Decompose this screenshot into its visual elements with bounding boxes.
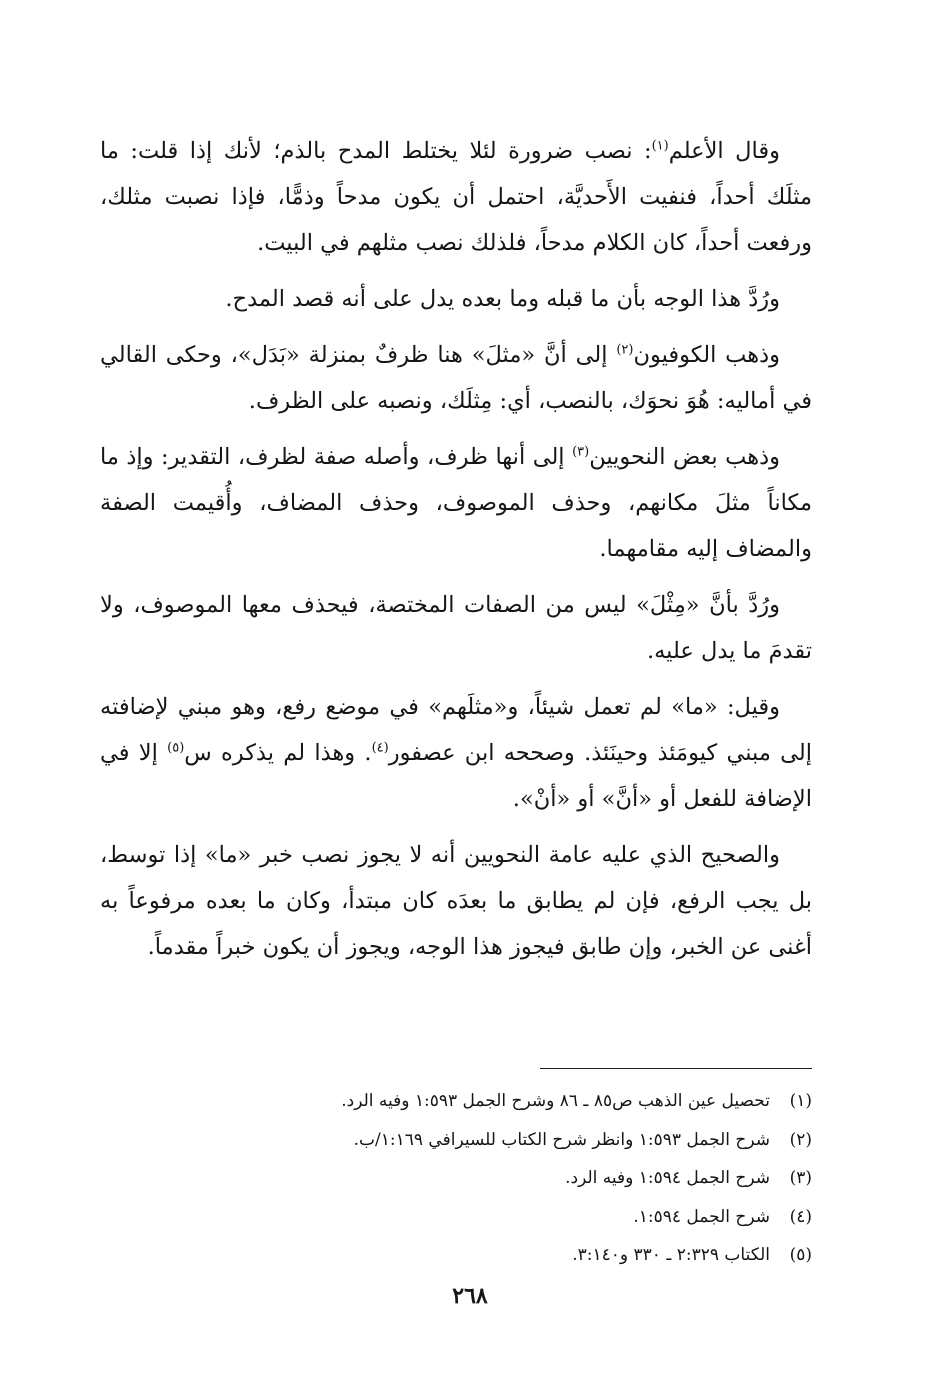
footnote-3: [300, 1159, 812, 1198]
page-number: ٢٦٨: [452, 1283, 488, 1309]
paragraph-text: وذهب بعض النحويين: [589, 444, 780, 470]
footnote-separator: [540, 1068, 812, 1069]
footnote-text: شرح الجمل ١:٥٩٤.: [633, 1206, 770, 1227]
footnote-text: شرح الجمل ١:٥٩٣ وانظر شرح الكتاب للسيرافي ١:١٦٩/ب.: [353, 1129, 770, 1150]
paragraph-2: [100, 276, 812, 322]
footnote-marker-4: (٤): [371, 740, 389, 756]
footnote-text: شرح الجمل ١:٥٩٤ وفيه الرد.: [565, 1168, 770, 1188]
paragraph-text: وقال الأعلم: [668, 138, 780, 164]
footnote-2: [300, 1121, 812, 1160]
paragraph-text: إلى أنها ظرف، وأصله صفة لظرف، التقدير: وإذ ما مكاناً مثلَ مكانهم، وحذف الموصوف، وحذف المضاف، وأُقيمت الصفة والمضاف إليه مقامهما.: [100, 444, 812, 562]
footnote-number: (٣): [789, 1168, 812, 1188]
footnote-number: (٢): [789, 1129, 812, 1150]
paragraph-text: إلا في الإضافة للفعل أو «أنَّ» أو «أنْ».: [100, 740, 812, 812]
paragraph-text: والصحيح الذي عليه عامة النحويين أنه لا يجوز نصب خبر «ما» إذا توسط، بل يجب الرفع، فإن لم يطابق ما بعدَه كان مبتدأ، وكان ما بعده مرفوعاً به أغنى عن الخبر، وإن طابق فيجوز هذا الوجه، ويجوز أن يكون خبراً مقدماً.: [100, 842, 812, 960]
paragraph-text: ورُدَّ هذا الوجه بأن ما قبله وما بعده يدل على أنه قصد المدح.: [225, 286, 780, 312]
footnote-5: [300, 1236, 812, 1275]
footnote-marker-2: (٢): [616, 342, 634, 358]
footnote-marker-3: (٣): [572, 444, 590, 460]
paragraph-text: ورُدَّ بأنَّ «مِثْلَ» ليس من الصفات المختصة، فيحذف معها الموصوف، ولا تقدمَ ما يدل عليه.: [100, 592, 812, 664]
footnote-number: (١): [789, 1091, 812, 1111]
paragraph-4: [100, 434, 812, 572]
footnote-text: الكتاب ٢:٣٢٩ ـ ٣٣٠ و٣:١٤٠.: [572, 1245, 770, 1265]
paragraph-text: إلى أنَّ «مثلَ» هنا ظرفٌ بمنزلة «بَدَل»، وحكى القالي في أماليه: هُوَ نحوَك، بالنصب، أي: مِثلَك، ونصبه على الظرف.: [100, 342, 812, 414]
footnote-marker-1: (١): [651, 138, 669, 154]
paragraph-text: وذهب الكوفيون: [633, 342, 781, 368]
paragraph-3: [100, 332, 812, 424]
paragraph-text: وقيل: «ما» لم تعمل شيئاً، و«مثلَهم» في موضع رفع، وهو مبني لإضافته إلى مبني كيومَئذ وحينَئذ. وصححه ابن عصفور: [100, 694, 812, 766]
footnotes: [300, 1082, 812, 1275]
footnote-number: (٥): [789, 1245, 812, 1265]
paragraph-5: [100, 582, 812, 674]
main-text: [100, 128, 812, 980]
paragraph-1: [100, 128, 812, 266]
footnote-text: تحصيل عين الذهب ص٨٥ ـ ٨٦ وشرح الجمل ١:٥٩٣ وفيه الرد.: [341, 1091, 770, 1111]
paragraph-7: [100, 832, 812, 970]
footnote-marker-5: (٥): [167, 740, 185, 756]
footnote-1: [300, 1082, 812, 1121]
paragraph-6: [100, 684, 812, 822]
footnote-number: (٤): [789, 1206, 812, 1227]
paragraph-text: : نصب ضرورة لئلا يختلط المدح بالذم؛ لأنك إذا قلت: ما مثلَك أحداً، فنفيت الأَحديَّة، احتمل أن يكون مدحاً وذمًّا، فإذا نصبت مثلك، ورفعت أحداً، كان الكلام مدحاً، فلذلك نصب مثلهم في البيت.: [100, 138, 812, 256]
footnote-4: [300, 1198, 812, 1237]
paragraph-text: . وهذا لم يذكره س: [184, 740, 372, 766]
